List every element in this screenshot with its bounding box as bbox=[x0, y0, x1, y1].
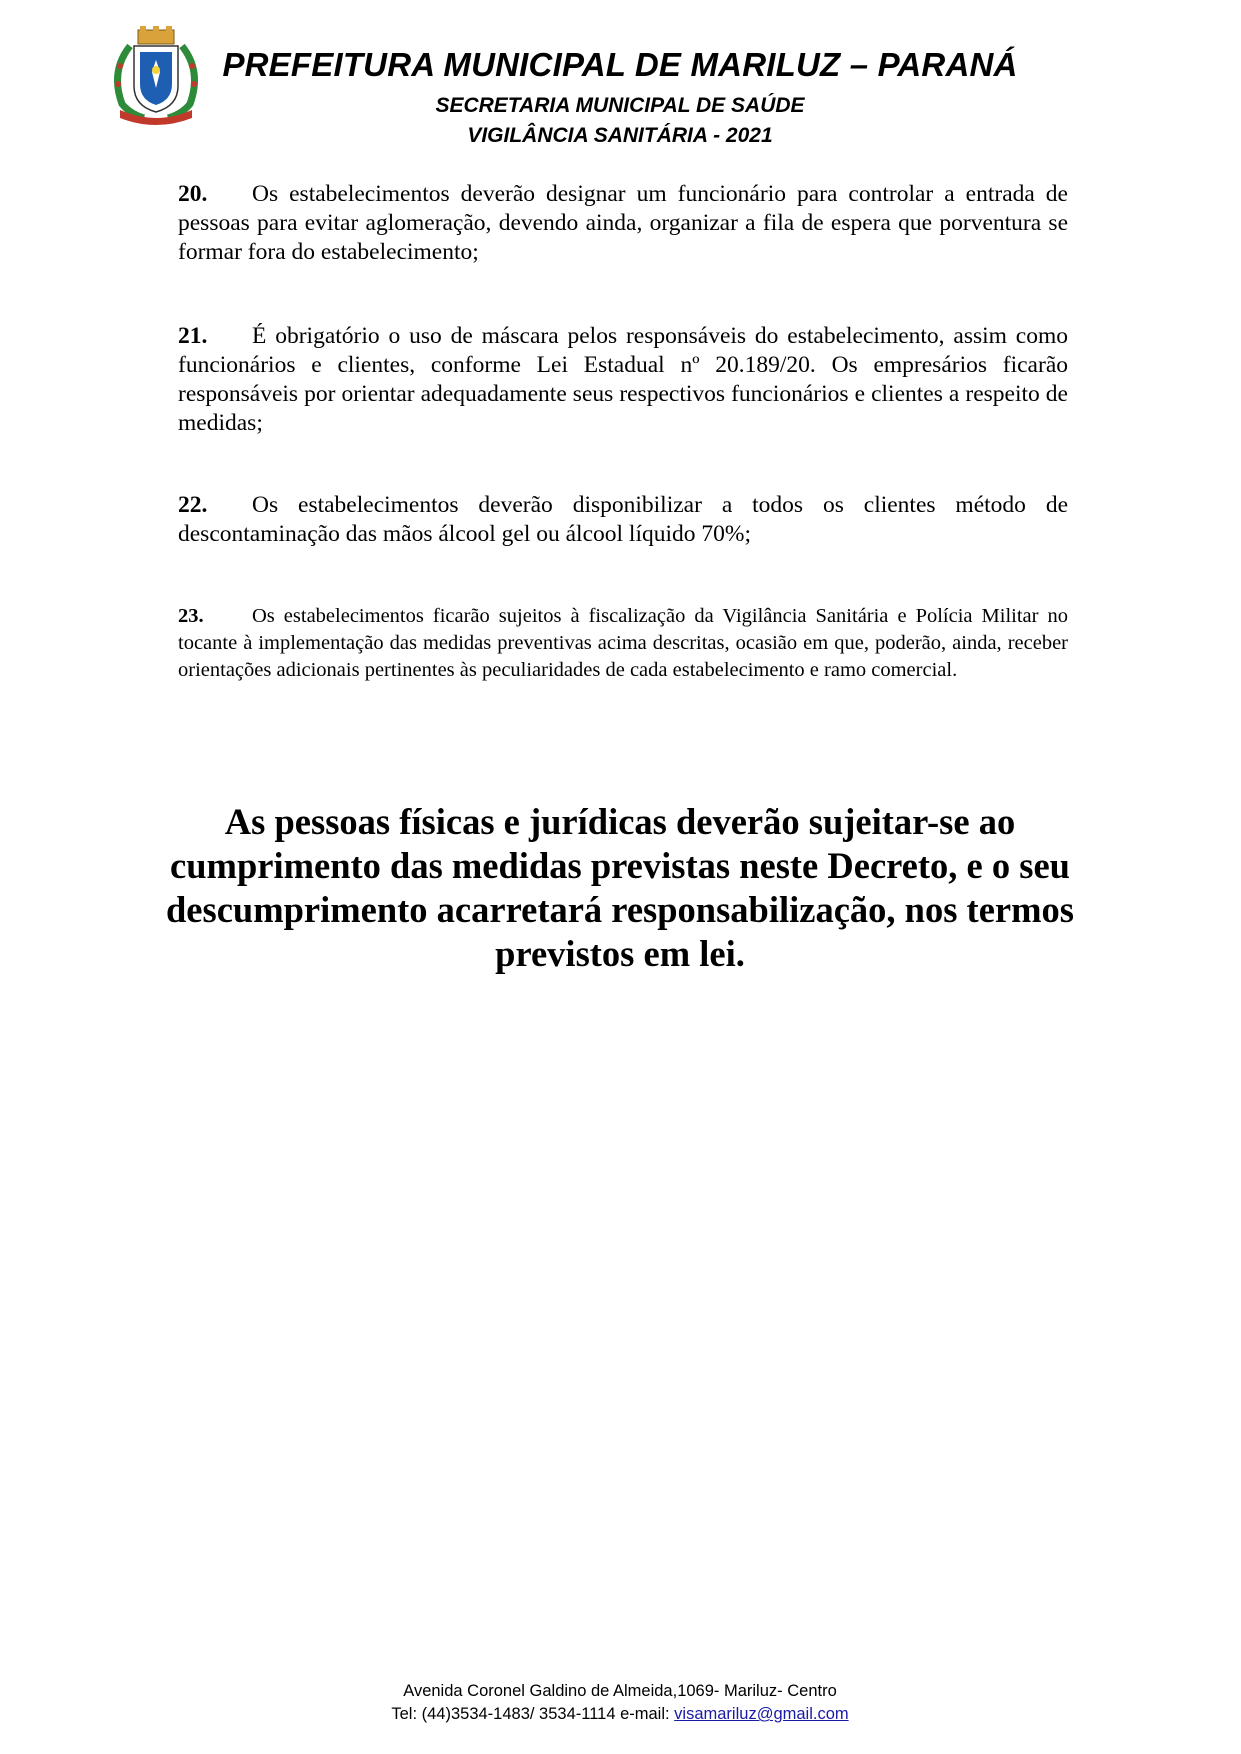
item-text: Os estabelecimentos deverão designar um funcionário para controlar a entrada de pessoas para evitar aglomeração, devendo ainda, organizar a fila de espera que porventura se formar fora do estabelecimento; bbox=[178, 181, 1068, 265]
item-text: Os estabelecimentos deverão disponibilizar a todos os clientes método de descontaminação das mãos álcool gel ou álcool líquido 70%; bbox=[178, 492, 1068, 547]
item-number: 20. bbox=[178, 181, 208, 207]
footer-phone: Tel: (44)3534-1483/ 3534-1114 e-mail: bbox=[391, 1705, 675, 1723]
footer-contact bbox=[320, 1703, 920, 1726]
page-subtitle-department: VIGILÂNCIA SANITÁRIA - 2021 bbox=[467, 124, 773, 147]
footer-email-link[interactable]: visamariluz@gmail.com bbox=[674, 1705, 849, 1723]
page-subtitle-secretariat: SECRETARIA MUNICIPAL DE SAÚDE bbox=[435, 94, 805, 117]
item-text: Os estabelecimentos ficarão sujeitos à fiscalização da Vigilância Sanitária e Polícia Militar no tocante à implementação das medidas preventivas acima descritas, ocasião em que, poderão, ainda, receber orientações adicionais pertinentes às peculiaridades de cada estabelecimento e ramo comercial. bbox=[178, 605, 1068, 681]
item-number: 23. bbox=[178, 605, 204, 627]
item-number: 21. bbox=[178, 323, 208, 349]
closing-statement: As pessoas físicas e jurídicas deverão sujeitar-se ao cumprimento das medidas previstas neste Decreto, e o seu descumprimento acarretará responsabilização, nos termos previstos em lei. bbox=[166, 801, 1074, 974]
paragraph-item-21 bbox=[178, 322, 1068, 438]
municipal-coat-of-arms-icon bbox=[100, 26, 212, 126]
footer-address: Avenida Coronel Galdino de Almeida,1069- Mariluz- Centro bbox=[403, 1682, 837, 1700]
page-title: PREFEITURA MUNICIPAL DE MARILUZ – PARANÁ bbox=[222, 46, 1018, 83]
item-text: É obrigatório o uso de máscara pelos responsáveis do estabelecimento, assim como funcionários e clientes, conforme Lei Estadual nº 20.189/20. Os empresários ficarão responsáveis por orientar adequadamente seus respectivos funcionários e clientes a respeito de medidas; bbox=[178, 323, 1068, 436]
item-number: 22. bbox=[178, 492, 208, 518]
paragraph-item-23 bbox=[178, 603, 1068, 684]
paragraph-item-22 bbox=[178, 491, 1068, 549]
paragraph-item-20 bbox=[178, 180, 1068, 267]
